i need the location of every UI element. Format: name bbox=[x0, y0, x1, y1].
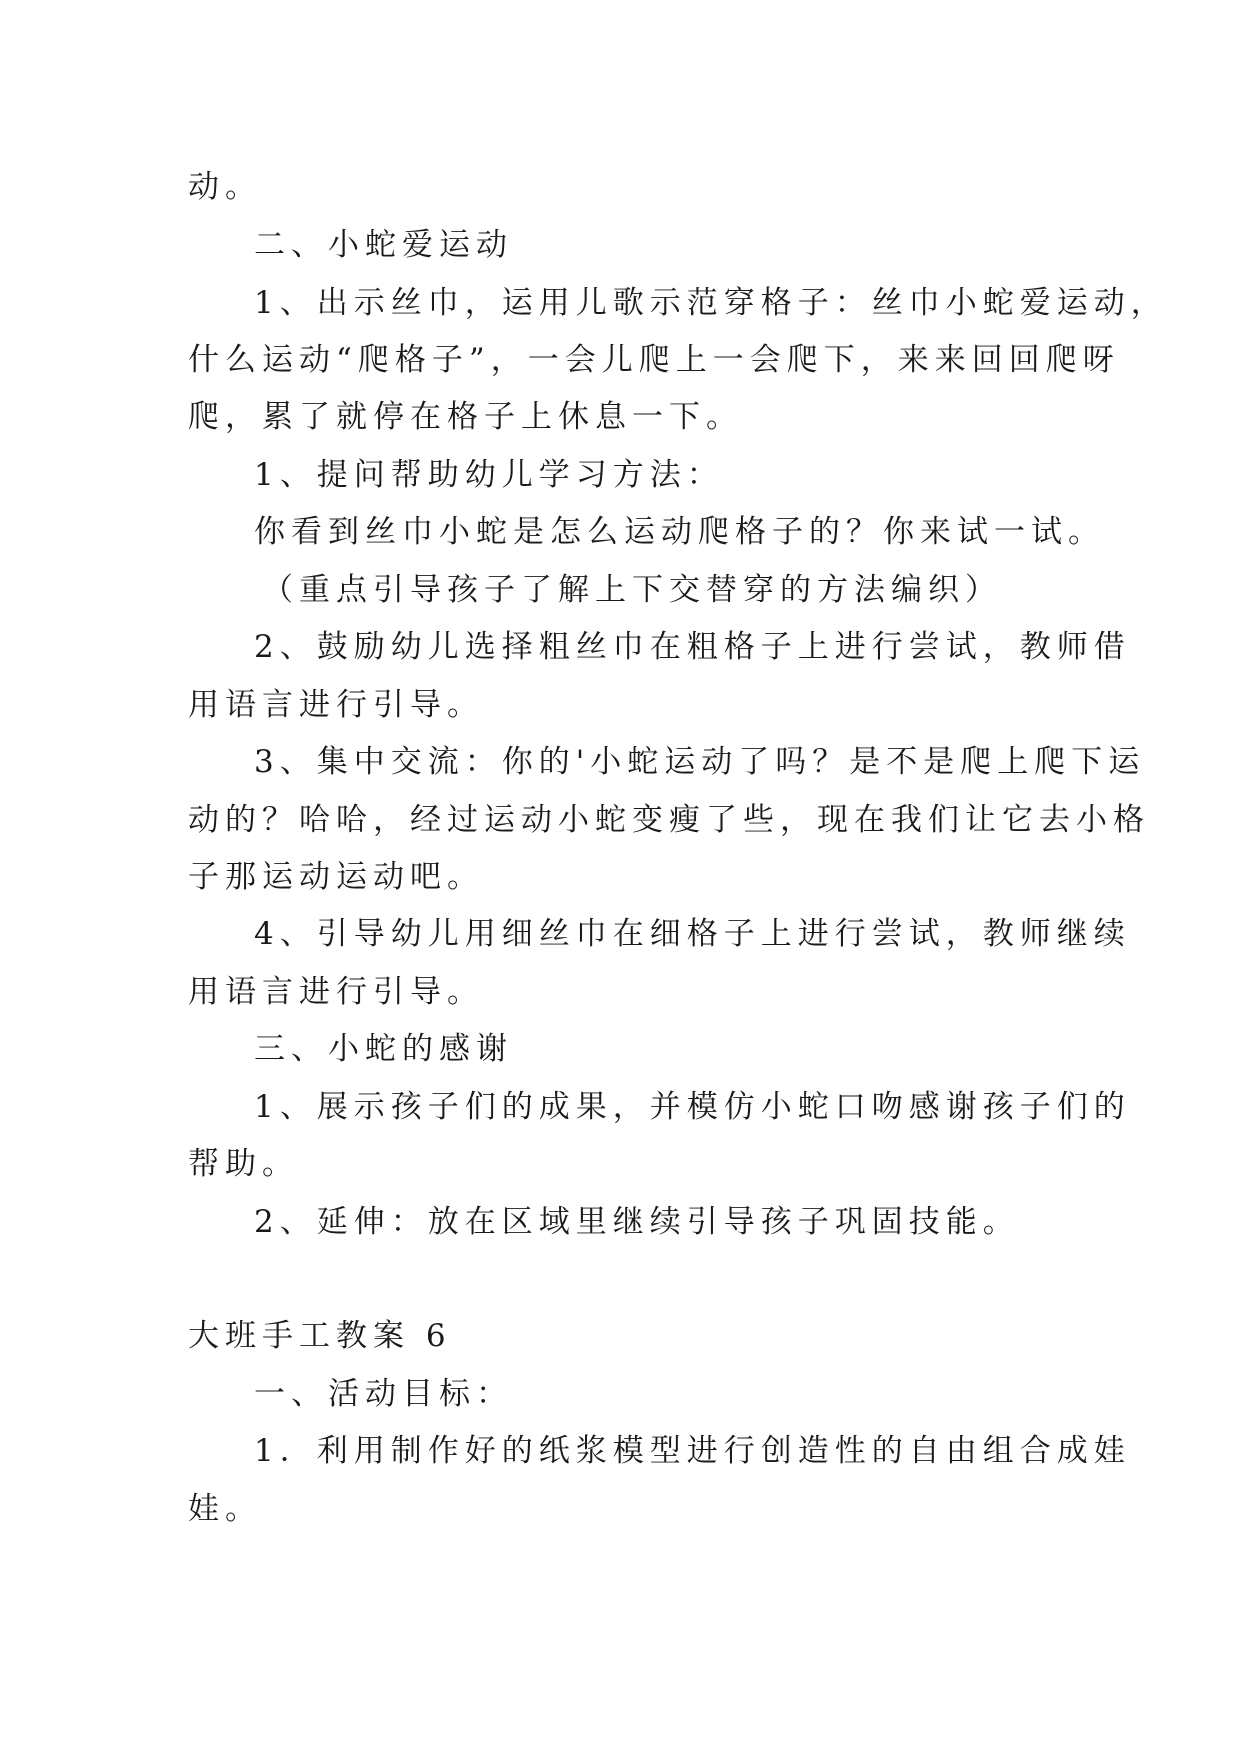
section-heading: 一、活动目标： bbox=[254, 1376, 513, 1412]
paragraph-line: 2、鼓励幼儿选择粗丝巾在粗格子上进行尝试，教师借 bbox=[254, 629, 1131, 665]
paragraph-line: 动。 bbox=[188, 169, 262, 205]
paragraph-line: 帮助。 bbox=[188, 1146, 299, 1182]
paragraph-line: 用语言进行引导。 bbox=[188, 974, 484, 1010]
paragraph-line: 3、集中交流：你的'小蛇运动了吗？是不是爬上爬下运 bbox=[254, 744, 1146, 780]
paragraph-line: 4、引导幼儿用细丝巾在细格子上进行尝试，教师继续 bbox=[254, 916, 1131, 952]
paragraph-line: 子那运动运动吧。 bbox=[188, 859, 484, 895]
document-title: 大班手工教案 6 bbox=[188, 1318, 452, 1354]
paragraph-line: 1．利用制作好的纸浆模型进行创造性的自由组合成娃 bbox=[254, 1433, 1131, 1469]
paragraph-line: 用语言进行引导。 bbox=[188, 687, 484, 723]
paragraph-line: 你看到丝巾小蛇是怎么运动爬格子的？你来试一试。 bbox=[254, 514, 1105, 550]
section-heading: 二、小蛇爱运动 bbox=[254, 227, 513, 263]
paragraph-line: 什么运动“爬格子”，一会儿爬上一会爬下，来来回回爬呀 bbox=[188, 342, 1120, 378]
section-heading: 三、小蛇的感谢 bbox=[254, 1031, 513, 1067]
paragraph-line: 1、提问帮助幼儿学习方法： bbox=[254, 457, 724, 493]
paragraph-line: 1、展示孩子们的成果，并模仿小蛇口吻感谢孩子们的 bbox=[254, 1089, 1131, 1125]
paragraph-line: 1、出示丝巾，运用儿歌示范穿格子：丝巾小蛇爱运动， bbox=[254, 285, 1168, 321]
paragraph-line: 娃。 bbox=[188, 1491, 262, 1527]
paragraph-line: （重点引导孩子了解上下交替穿的方法编织） bbox=[262, 572, 1002, 608]
paragraph-line: 爬，累了就停在格子上休息一下。 bbox=[188, 399, 743, 435]
paragraph-line: 动的？哈哈，经过运动小蛇变瘦了些，现在我们让它去小格 bbox=[188, 802, 1150, 838]
paragraph-line: 2、延伸：放在区域里继续引导孩子巩固技能。 bbox=[254, 1204, 1020, 1240]
